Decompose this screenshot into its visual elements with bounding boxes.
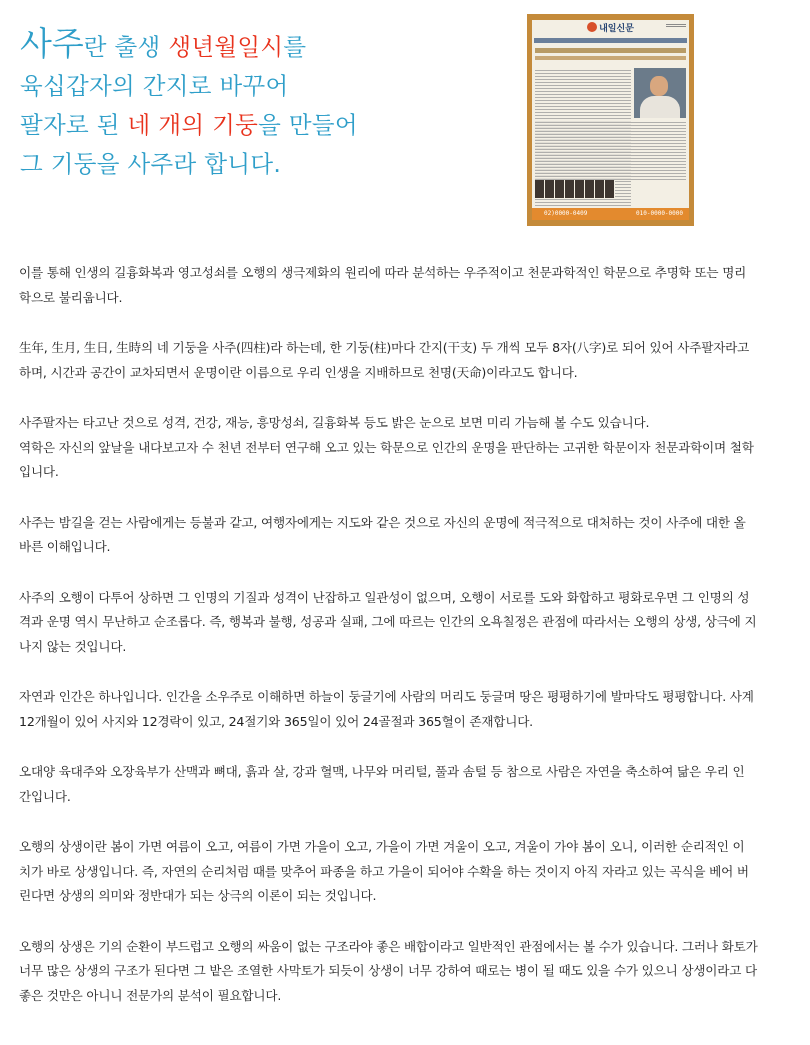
paragraph-line: 사주는 밤길을 걷는 사람에게는 등불과 같고, 여행자에게는 지도와 같은 것으로 자신의 운명에 적극적으로 대처하는 것이 사주에 대한 올 xyxy=(19,514,746,530)
newspaper-portrait-photo xyxy=(634,68,686,118)
headline xyxy=(20,24,510,184)
paragraph-line: 生年, 生月, 生日, 生時의 네 기둥을 사주(四柱)라 하는데, 한 기둥(柱)마다 간지(干支) 두 개씩 모두 8자(八字)로 되어 있어 사주팔자라고 xyxy=(19,340,750,355)
paragraph-line: 학으로 불리웁니다. xyxy=(19,289,123,305)
headline-text: 를 xyxy=(283,33,307,61)
paragraph-line: 나지 않는 것입니다. xyxy=(19,638,127,654)
paragraph-line: 하며, 시간과 공간이 교차되면서 운명이란 이름으로 우리 인생을 지배하므로 천명(天命)이라고도 합니다. xyxy=(19,364,578,380)
headline-line-1 xyxy=(20,24,510,67)
paragraph-line: 오대양 육대주와 오장육부가 산맥과 뼈대, 흙과 살, 강과 혈맥, 나무와 머리털, 풀과 솜털 등 참으로 사람은 자연을 축소하여 닮은 우리 인 xyxy=(19,764,745,779)
paragraph-line: 격과 운명 역시 무난하고 순조롭다. 즉, 행복과 불행, 성공과 실패, 그에 따르는 인간의 오욕칠정은 관점에 따라서는 오행의 상생, 상극에 지 xyxy=(19,614,757,629)
paragraph-line: 역학은 자신의 앞날을 내다보고자 수 천년 전부터 연구해 오고 있는 학문으로 인간의 운명을 판단하는 고귀한 학문이자 천문과학이며 철학 xyxy=(19,439,754,455)
newspaper-text-column xyxy=(535,120,686,180)
paragraph-line: 바른 이해입니다. xyxy=(19,539,111,554)
article-paragraph xyxy=(19,935,781,1009)
headline-highlight: 네 개의 기둥 xyxy=(127,111,259,139)
paragraph-line: 자연과 인간은 하나입니다. 인간을 소우주로 이해하면 하늘이 둥글기에 사람의 머리도 둥글며 땅은 평평하기에 발마닥도 평평합니다. 사계 xyxy=(19,689,754,704)
paragraph-line: 12개월이 있어 사지와 12경락이 있고, 24절기와 365일이 있어 24골절과 365혈이 존재합니다. xyxy=(19,713,533,729)
headline-line-3 xyxy=(20,106,510,145)
headline-highlight: 생년월일시 xyxy=(168,33,284,61)
article-paragraph xyxy=(19,586,781,660)
headline-line-4: 그 기둥을 사주라 합니다. xyxy=(20,150,282,178)
headline-text: 팔자로 된 xyxy=(20,111,128,139)
paragraph-line: 입니다. xyxy=(19,464,59,479)
headline-line-2: 육십갑자의 간지로 바꾸어 xyxy=(20,72,289,100)
paragraph-line: 간입니다. xyxy=(19,788,71,804)
headline-text: 을 만들어 xyxy=(258,111,358,139)
paragraph-line: 이를 통해 인생의 길흉화복과 영고성쇠를 오행의 생극제화의 원리에 따라 분석하는 우주적이고 천문과학적인 학문으로 추명학 또는 명리 xyxy=(19,265,747,280)
article-paragraph xyxy=(19,760,781,809)
portrait-body xyxy=(640,96,680,118)
headline-keyword: 사주 xyxy=(20,24,84,63)
paragraph-line: 치가 바로 상생입니다. 즉, 자연의 순리처럼 때를 맞추어 파종을 하고 가을이 되어야 수확을 하는 것이지 아직 자라고 있는 곡식을 베어 버 xyxy=(19,863,749,879)
newspaper-headline-block xyxy=(535,46,686,64)
newspaper-phone-right: 010-0000-0000 xyxy=(636,210,683,217)
article-paragraph xyxy=(19,511,781,560)
newspaper-footer xyxy=(532,208,689,220)
newspaper-photo-strip xyxy=(535,180,615,198)
portrait-face xyxy=(650,76,668,96)
newspaper-page xyxy=(532,20,689,220)
paragraph-line: 오행의 상생은 기의 순환이 부드럽고 오행의 싸움이 없는 구조라야 좋은 배합이라고 일반적인 관점에서는 볼 수가 있습니다. 그러나 화토가 xyxy=(19,938,758,954)
article-paragraph xyxy=(19,261,781,310)
article-paragraph xyxy=(19,411,781,485)
newspaper-date-lines xyxy=(666,23,686,29)
article-paragraph xyxy=(19,835,781,909)
article-paragraph xyxy=(19,685,781,734)
headline-text: 란 출생 xyxy=(83,33,169,61)
article-paragraph xyxy=(19,336,781,385)
article-body xyxy=(19,261,781,1034)
paragraph-line: 오행의 상생이란 봄이 가면 여름이 오고, 여름이 가면 가을이 오고, 가을이 가면 겨울이 오고, 겨울이 가야 봄이 오니, 이러한 순리적인 이 xyxy=(19,839,745,854)
newspaper-banner xyxy=(534,38,687,43)
newspaper-name: 내일신문 xyxy=(599,24,634,34)
newspaper-phone-left: 02)0000-0409 xyxy=(544,210,588,217)
newspaper-clipping-image xyxy=(527,14,694,226)
paragraph-line: 사주의 오행이 다투어 상하면 그 인명의 기질과 성격이 난잡하고 일관성이 없으며, 오행이 서로를 도와 화합하고 평화로우면 그 인명의 성 xyxy=(19,589,750,605)
newspaper-logo-icon xyxy=(587,22,597,32)
paragraph-line: 너무 많은 상생의 구조가 된다면 그 밭은 조열한 사막토가 되듯이 상생이 너무 강하여 때로는 병이 될 때도 있을 수가 있으니 상생이라고 다 xyxy=(19,963,757,978)
paragraph-line: 사주팔자는 타고난 것으로 성격, 건강, 재능, 흥망성쇠, 길흉화복 등도 밝은 눈으로 보면 미리 가늠해 볼 수도 있습니다. xyxy=(19,415,650,430)
page-header xyxy=(0,0,810,240)
paragraph-line: 린다면 상생의 의미와 정반대가 되는 상극의 이론이 되는 것입니다. xyxy=(19,888,377,903)
paragraph-line: 좋은 것만은 아니니 전문가의 분석이 필요합니다. xyxy=(19,987,282,1003)
